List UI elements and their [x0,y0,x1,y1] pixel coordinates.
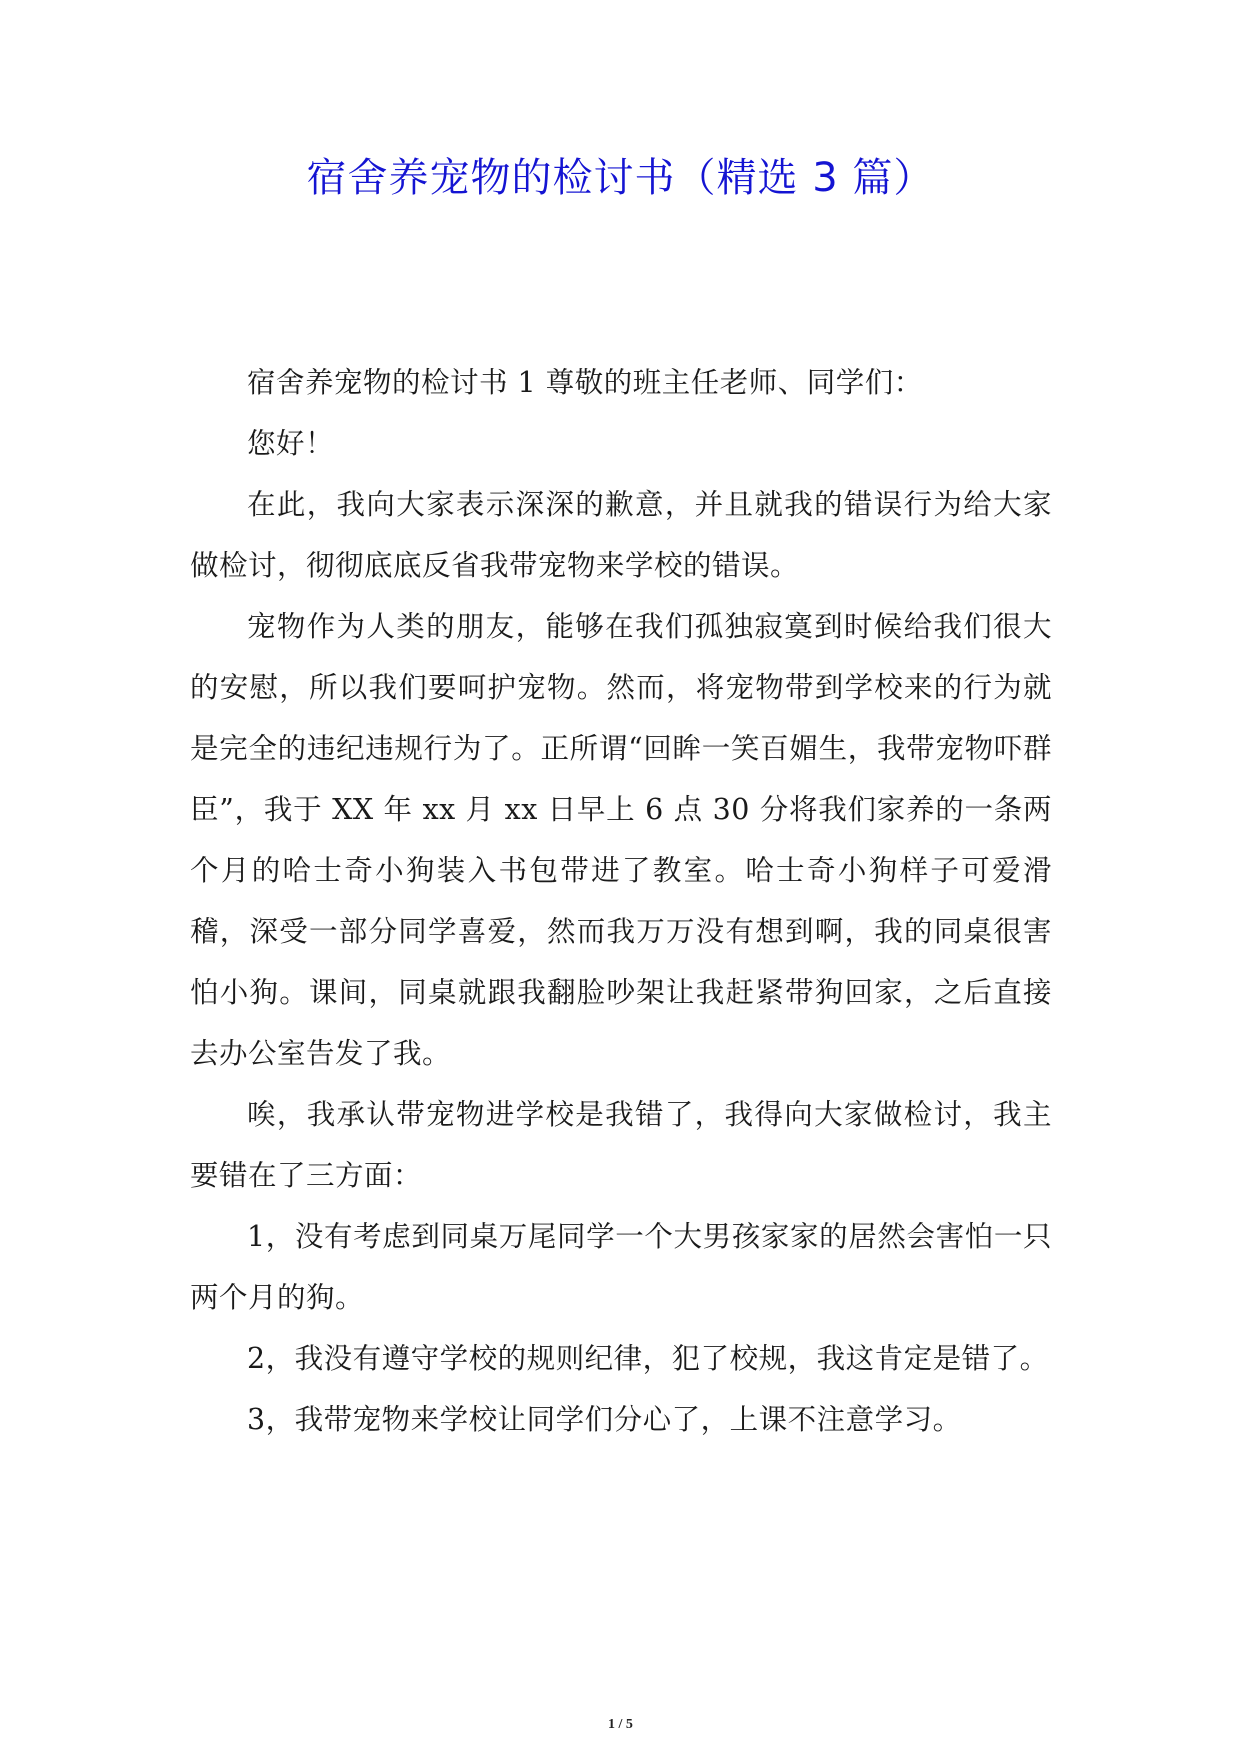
paragraph-admission: 唉，我承认带宠物进学校是我错了，我得向大家做检讨，我主要错在了三方面： [190,1098,1052,1192]
paragraph-point-2: 2，我没有遵守学校的规则纪律，犯了校规，我这肯定是错了。 [247,1342,1049,1375]
paragraph-salutation: 宿舍养宠物的检讨书 1 尊敬的班主任老师、同学们： [247,366,923,399]
paragraph-apology: 在此，我向大家表示深深的歉意，并且就我的错误行为给大家做检讨，彻彻底底反省我带宠物来学校的错误。 [190,488,1052,582]
document-title: 宿舍养宠物的检讨书（精选 3 篇） [306,155,935,201]
page-number: 1 / 5 [608,1717,633,1732]
paragraph-incident: 宠物作为人类的朋友，能够在我们孤独寂寞到时候给我们很大的安慰，所以我们要呵护宠物。然而，将宠物带到学校来的行为就是完全的违纪违规行为了。正所谓“回眸一笑百媚生，我带宠物吓群臣”，我于 XX 年 xx 月 xx 日早上 6 点 30 分将我们家养的一条两个月的哈士奇小狗装入书包带进了教室。哈士奇小狗样子可爱滑稽，深受一部分同学喜爱，然而我万万没有想到啊，我的同桌很害怕小狗。课间，同桌就跟我翻脸吵架让我赶紧带狗回家，之后直接去办公室告发了我。 [190,610,1052,1070]
document-body [190,352,1052,1450]
paragraph-point-3: 3，我带宠物来学校让同学们分心了，上课不注意学习。 [247,1403,962,1436]
paragraph-greeting: 您好！ [247,427,335,460]
paragraph-point-1: 1，没有考虑到同桌万尾同学一个大男孩家家的居然会害怕一只两个月的狗。 [190,1220,1052,1314]
